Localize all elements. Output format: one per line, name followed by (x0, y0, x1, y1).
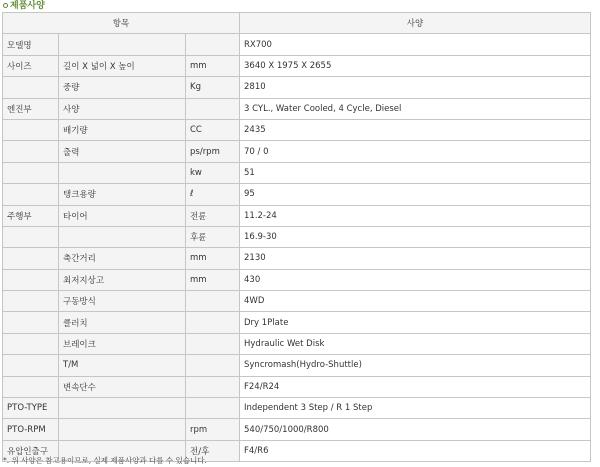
spec-value-cell: 95 (240, 184, 591, 205)
table-row (3, 269, 591, 290)
spec-table (2, 12, 591, 462)
unit-cell: ℓ (186, 184, 240, 205)
unit-cell (186, 34, 240, 55)
unit-cell (186, 291, 240, 312)
spec-table-body (3, 34, 591, 462)
unit-cell: 전/후 (186, 440, 240, 461)
category-cell (3, 226, 59, 247)
table-row (3, 162, 591, 183)
spec-value-cell: Independent 3 Step / R 1 Step (240, 398, 591, 419)
category-cell (3, 141, 59, 162)
spec-value-cell: 16.9-30 (240, 226, 591, 247)
table-row (3, 291, 591, 312)
item-cell: 변속단수 (59, 376, 186, 397)
item-cell (59, 34, 186, 55)
category-cell: 유압인출구 (3, 440, 59, 461)
category-cell (3, 119, 59, 140)
item-cell: T/M (59, 355, 186, 376)
bullet-circle-icon (3, 3, 8, 8)
unit-cell: kw (186, 162, 240, 183)
spec-value-cell: 70 / 0 (240, 141, 591, 162)
item-cell: 길이 X 넓이 X 높이 (59, 55, 186, 76)
header-spec: 사양 (240, 13, 591, 34)
header-item: 항목 (3, 13, 240, 34)
table-row (3, 98, 591, 119)
spec-value-cell: 540/750/1000/R800 (240, 419, 591, 440)
spec-value-cell: Syncromash(Hydro-Shuttle) (240, 355, 591, 376)
spec-value-cell: 2810 (240, 77, 591, 98)
unit-cell (186, 333, 240, 354)
category-cell (3, 333, 59, 354)
table-header-row (3, 13, 591, 34)
category-cell (3, 184, 59, 205)
spec-value-cell: 430 (240, 269, 591, 290)
footnote: *. 위 사양은 참고용이므로, 실제 제품사양과 다를 수 있습니다. (3, 456, 207, 465)
item-cell: 출력 (59, 141, 186, 162)
table-row (3, 77, 591, 98)
item-cell (59, 226, 186, 247)
category-cell (3, 291, 59, 312)
item-cell: 타이어 (59, 205, 186, 226)
category-cell (3, 355, 59, 376)
item-cell (59, 162, 186, 183)
item-cell: 최저지상고 (59, 269, 186, 290)
category-cell: 엔진부 (3, 98, 59, 119)
spec-value-cell: 3 CYL., Water Cooled, 4 Cycle, Diesel (240, 98, 591, 119)
item-cell: 클러치 (59, 312, 186, 333)
category-cell: PTO-RPM (3, 419, 59, 440)
spec-value-cell: F4/R6 (240, 440, 591, 461)
spec-value-cell: Dry 1Plate (240, 312, 591, 333)
category-cell (3, 312, 59, 333)
spec-value-cell: 3640 X 1975 X 2655 (240, 55, 591, 76)
spec-value-cell: 51 (240, 162, 591, 183)
unit-cell: Kg (186, 77, 240, 98)
unit-cell: 후륜 (186, 226, 240, 247)
section-title (3, 0, 45, 12)
section-title-text: 제품사양 (10, 1, 45, 11)
item-cell (59, 398, 186, 419)
table-row (3, 184, 591, 205)
unit-cell: 전륜 (186, 205, 240, 226)
spec-value-cell: 2435 (240, 119, 591, 140)
unit-cell: ps/rpm (186, 141, 240, 162)
spec-value-cell: 11.2-24 (240, 205, 591, 226)
unit-cell: rpm (186, 419, 240, 440)
unit-cell: CC (186, 119, 240, 140)
category-cell: 사이즈 (3, 55, 59, 76)
category-cell (3, 269, 59, 290)
category-cell (3, 376, 59, 397)
unit-cell (186, 376, 240, 397)
table-row (3, 376, 591, 397)
unit-cell: mm (186, 248, 240, 269)
category-cell: PTO-TYPE (3, 398, 59, 419)
item-cell (59, 419, 186, 440)
table-row (3, 226, 591, 247)
unit-cell (186, 398, 240, 419)
category-cell: 주행부 (3, 205, 59, 226)
table-row (3, 119, 591, 140)
table-row (3, 312, 591, 333)
item-cell: 브레이크 (59, 333, 186, 354)
item-cell: 구동방식 (59, 291, 186, 312)
table-row (3, 333, 591, 354)
category-cell (3, 162, 59, 183)
category-cell: 모델명 (3, 34, 59, 55)
unit-cell (186, 355, 240, 376)
table-row (3, 55, 591, 76)
table-row (3, 248, 591, 269)
table-row (3, 398, 591, 419)
table-row (3, 205, 591, 226)
item-cell: 탱크용량 (59, 184, 186, 205)
spec-value-cell: F24/R24 (240, 376, 591, 397)
table-row (3, 419, 591, 440)
table-row (3, 34, 591, 55)
spec-value-cell: Hydraulic Wet Disk (240, 333, 591, 354)
table-row (3, 141, 591, 162)
spec-value-cell: RX700 (240, 34, 591, 55)
item-cell: 배기량 (59, 119, 186, 140)
unit-cell: mm (186, 269, 240, 290)
spec-value-cell: 2130 (240, 248, 591, 269)
table-row (3, 355, 591, 376)
item-cell: 중량 (59, 77, 186, 98)
unit-cell (186, 312, 240, 333)
category-cell (3, 77, 59, 98)
item-cell: 축간거리 (59, 248, 186, 269)
unit-cell (186, 98, 240, 119)
unit-cell: mm (186, 55, 240, 76)
spec-value-cell: 4WD (240, 291, 591, 312)
category-cell (3, 248, 59, 269)
item-cell: 사양 (59, 98, 186, 119)
